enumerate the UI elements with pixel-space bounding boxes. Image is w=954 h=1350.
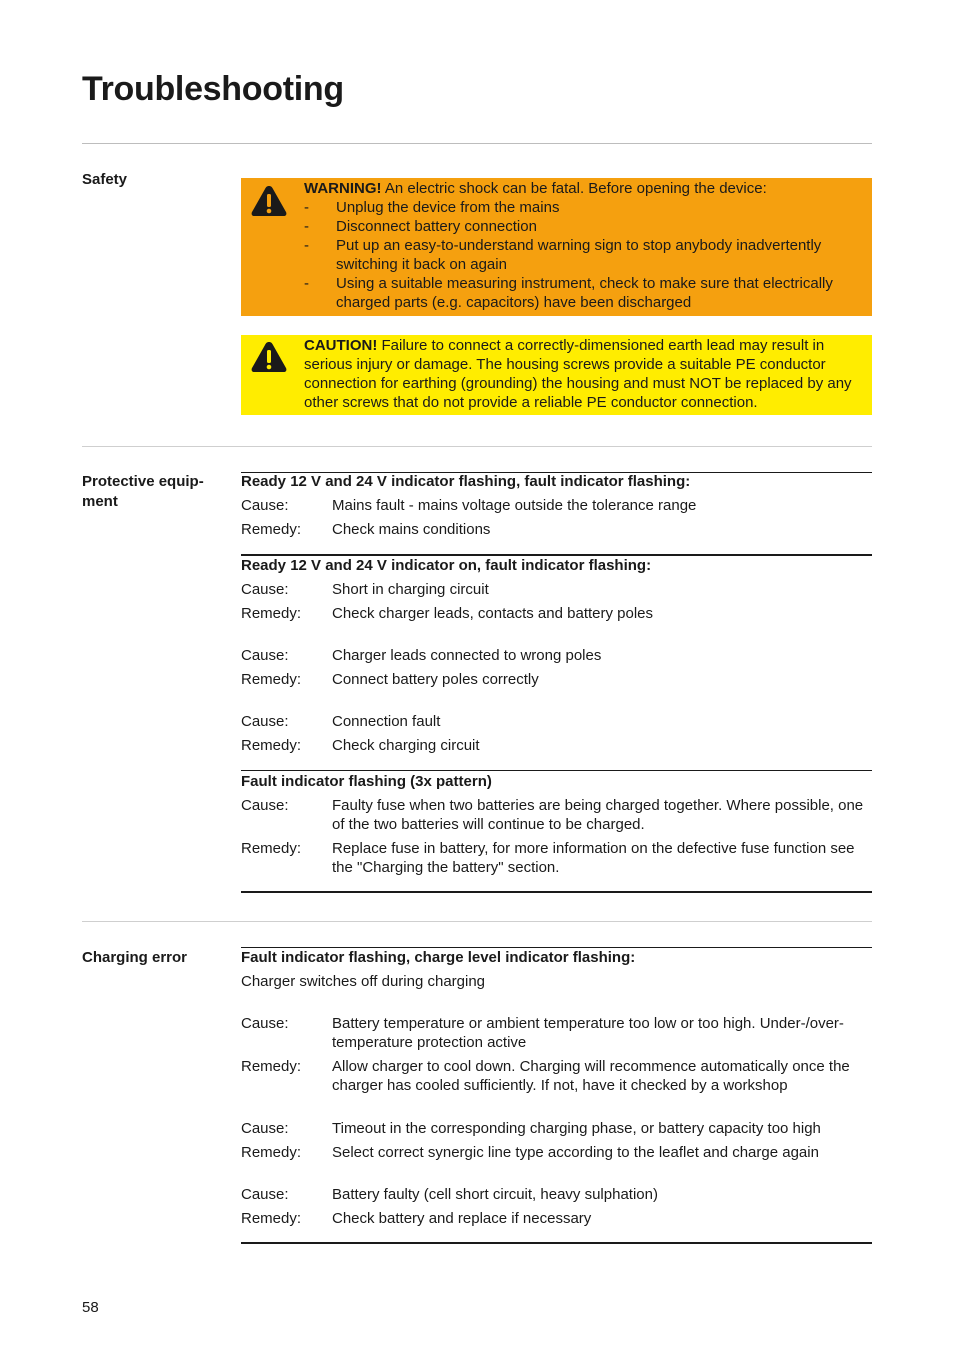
group-heading: Fault indicator flashing, charge level indicator flashing: — [241, 949, 636, 966]
cause-text: Mains fault - mains voltage outside the tolerance range — [332, 497, 697, 514]
remedy-label: Remedy: — [241, 605, 302, 622]
group-rule — [241, 1242, 872, 1244]
remedy-text: Allow charger to cool down. Charging will recommence automatically once the charger has cooled sufficiently. If not, have it checked by a workshop — [332, 1058, 850, 1094]
warning-bullet-text: Using a suitable measuring instrument, check to make sure that electrically charged parts (e.g. capacitors) have been discharged — [336, 275, 833, 311]
warning-box — [241, 178, 872, 316]
warning-text — [304, 179, 868, 198]
group-heading: Fault indicator flashing (3x pattern) — [241, 773, 492, 790]
warning-bullet: - Disconnect battery connection — [304, 218, 537, 235]
group-rule — [241, 891, 872, 893]
group-heading: Ready 12 V and 24 V indicator on, fault indicator flashing: — [241, 557, 652, 574]
section-divider — [82, 921, 872, 922]
page-number: 58 — [82, 1299, 99, 1316]
caution-message: Failure to connect a correctly-dimensioned earth lead may result in serious injury or damage. The housing screws provide a suitable PE conductor connection for earthing (grounding) the housing and must NOT be replaced by any other screws that do not provide a reliable PE conductor connection. — [304, 337, 852, 411]
cause-label: Cause: — [241, 581, 289, 598]
cause-label: Cause: — [241, 713, 289, 730]
caution-text — [304, 336, 868, 412]
caution-box — [241, 335, 872, 415]
remedy-text: Connect battery poles correctly — [332, 671, 539, 688]
warning-bullet: - Unplug the device from the mains — [304, 199, 560, 216]
title-divider — [82, 143, 872, 144]
section-divider — [82, 446, 872, 447]
remedy-text: Check charger leads, contacts and battery poles — [332, 605, 654, 622]
warning-bullet: - Using a suitable measuring instrument, check to make sure that electrically charged parts (e.g. capacitors) have been discharged — [304, 275, 833, 311]
remedy-label: Remedy: — [241, 671, 302, 688]
section-label-charging-error: Charging error — [82, 949, 188, 966]
warning-bullet-text: Put up an easy-to-understand warning sign to stop anybody inadvertently switching it back on again — [336, 237, 822, 273]
cause-text: Short in charging circuit — [332, 581, 489, 598]
remedy-label: Remedy: — [241, 521, 302, 538]
remedy-label: Remedy: — [241, 1210, 302, 1227]
warning-triangle-icon — [250, 340, 288, 374]
cause-label: Cause: — [241, 1120, 289, 1137]
remedy-label: Remedy: — [241, 1144, 302, 1161]
warning-bullet-text: Disconnect battery connection — [336, 218, 537, 235]
cause-text: Faulty fuse when two batteries are being charged together. Where possible, one of the two batteries will continue to be charged. — [332, 797, 864, 833]
remedy-text: Check battery and replace if necessary — [332, 1210, 592, 1227]
cause-text: Charger leads connected to wrong poles — [332, 647, 602, 664]
section-label-safety: Safety — [82, 171, 128, 188]
warning-bullet: - Put up an easy-to-understand warning sign to stop anybody inadvertently switching it back on again — [304, 237, 822, 273]
cause-label: Cause: — [241, 647, 289, 664]
warning-intro: An electric shock can be fatal. Before opening the device: — [381, 180, 767, 197]
cause-text: Timeout in the corresponding charging phase, or battery capacity too high — [332, 1120, 821, 1137]
cause-text: Connection fault — [332, 713, 441, 730]
cause-label: Cause: — [241, 1015, 289, 1032]
section-label-protective-equipment: Protective equip- ment — [82, 473, 204, 510]
remedy-text: Check charging circuit — [332, 737, 480, 754]
page-title: Troubleshooting — [82, 70, 344, 108]
group-heading: Ready 12 V and 24 V indicator flashing, fault indicator flashing: — [241, 473, 691, 490]
remedy-text: Check mains conditions — [332, 521, 491, 538]
remedy-text: Replace fuse in battery, for more information on the defective fuse function see the "Charging the battery" section. — [332, 840, 855, 876]
cause-label: Cause: — [241, 497, 289, 514]
group-subtext: Charger switches off during charging — [241, 973, 486, 990]
remedy-label: Remedy: — [241, 1058, 302, 1075]
cause-text: Battery faulty (cell short circuit, heavy sulphation) — [332, 1186, 658, 1203]
cause-text: Battery temperature or ambient temperature too low or too high. Under-/over-temperature protection active — [332, 1015, 844, 1051]
caution-keyword: CAUTION! — [304, 337, 378, 354]
warning-bullet-text: Unplug the device from the mains — [336, 199, 560, 216]
group-rule — [241, 770, 872, 771]
remedy-text: Select correct synergic line type according to the leaflet and charge again — [332, 1144, 819, 1161]
warning-triangle-icon — [250, 184, 288, 218]
cause-label: Cause: — [241, 797, 289, 814]
cause-label: Cause: — [241, 1186, 289, 1203]
remedy-label: Remedy: — [241, 840, 302, 857]
remedy-label: Remedy: — [241, 737, 302, 754]
warning-keyword: WARNING! — [304, 180, 382, 197]
